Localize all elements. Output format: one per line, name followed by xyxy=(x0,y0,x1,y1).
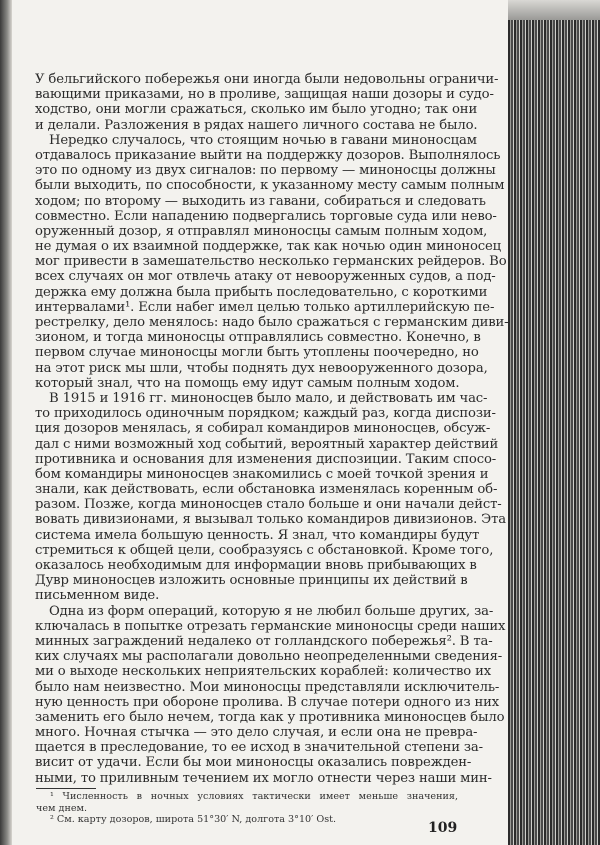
text-line: минных заграждений недалеко от голландского побережья². В та- xyxy=(35,633,493,649)
text-line: всех случаях он мог отвлечь атаку от невооруженных судов, а под- xyxy=(35,269,496,285)
text-line: оказалось необходимым для информации вновь прибывающих в xyxy=(35,558,477,573)
text-line: Нередко случалось, что стоящим ночью в гавани миноносцам xyxy=(49,132,477,148)
footnote-2: ² См. карту дозоров, широта 51°30′ N, долгота 3°10′ Ost. xyxy=(50,814,337,825)
text-line: заменить его было нечем, тогда как у противника миноносцев было xyxy=(35,709,505,725)
page-number: 109 xyxy=(428,820,458,836)
text-line: были выходить, по способности, к указанному месту самым полным xyxy=(35,178,505,194)
text-line: ключалась в попытке отрезать германские миноносцы среди наших xyxy=(35,618,506,634)
text-line: дал с ними возможный ход событий, вероятный характер действий xyxy=(35,436,499,452)
footnote-divider xyxy=(36,788,96,789)
footnotes xyxy=(36,791,458,826)
text-line: противника и основания для изменения диспозиции. Таким спосо- xyxy=(35,451,497,467)
text-line: ходом; по второму — выходить из гавани, собираться и следовать xyxy=(35,193,486,209)
text-line: ких случаях мы располагали довольно неопределенными сведения- xyxy=(35,649,503,665)
paragraph xyxy=(35,603,506,786)
footnote-1-line-1: ¹ Численность в ночных условиях тактически имеет меньше значения, xyxy=(50,791,458,802)
paragraph xyxy=(35,132,509,391)
text-line: У бельгийского побережья они иногда были недовольны ограничи- xyxy=(35,72,499,87)
text-line: не думая о их взаимной поддержке, так как ночью один миноносец xyxy=(35,239,501,255)
text-line: который знал, что на помощь ему идут самым полным ходом. xyxy=(35,375,460,391)
page-stack-edge xyxy=(508,20,600,845)
text-line: ную ценность при обороне пролива. В случае потери одного из них xyxy=(35,694,500,710)
text-line: ми о выходе нескольких неприятельских кораблей: количество их xyxy=(35,664,492,680)
text-line: ходство, они могли сражаться, сколько им было угодно; так они xyxy=(35,102,478,118)
paragraph xyxy=(35,390,506,604)
text-line: много. Ночная стычка — это дело случая, и если она не превра- xyxy=(35,725,478,741)
text-line: отдавалось приказание выйти на поддержку дозоров. Выполнялось xyxy=(35,147,501,163)
text-line: рестрелку, дело менялось: надо было сражаться с германским диви- xyxy=(35,315,509,330)
text-line: знали, как действовать, если обстановка изменялась коренным об- xyxy=(35,482,498,498)
text-line: интервалами¹. Если набег имел целью только артиллерийскую пе- xyxy=(35,299,495,315)
text-line: вающими приказами, но в проливе, защищая наши дозоры и судо- xyxy=(35,87,494,103)
text-line: первом случае миноносцы могли быть утоплены поочередно, но xyxy=(35,345,479,361)
text-line: ция дозоров менялась, я собирал командиров миноносцев, обсуж- xyxy=(35,421,491,437)
text-line: мог привести в замешательство несколько германских рейдеров. Во xyxy=(35,254,507,270)
text-line: на этот риск мы шли, чтобы поднять дух невооруженного дозора, xyxy=(35,360,488,376)
text-line: система имела большую ценность. Я знал, что командиры будут xyxy=(35,527,480,543)
footnote-1-line-2: чем днем. xyxy=(36,802,88,814)
text-line: щается в преследование, то ее исход в значительной степени за- xyxy=(35,740,483,756)
text-line: В 1915 и 1916 гг. миноносцев было мало, и действовать им час- xyxy=(49,390,488,406)
book-binding xyxy=(0,0,12,845)
text-line: держка ему должна была прибыть последовательно, с короткими xyxy=(35,284,488,300)
text-line: висит от удачи. Если бы мои миноносцы оказались поврежден- xyxy=(35,755,472,771)
text-line: вовать дивизионами, я вызывал только командиров дивизионов. Эта xyxy=(35,512,506,528)
text-line: и делали. Разложения в рядах нашего личного состава не было. xyxy=(35,117,478,133)
text-line: оруженный дозор, я отправлял миноносцы самым полным ходом, xyxy=(35,223,488,239)
text-line: то приходилось одиночным порядком; каждый раз, когда диспози- xyxy=(35,406,496,422)
text-line: зионом, и тогда миноносцы отправлялись совместно. Конечно, в xyxy=(35,330,481,346)
text-line: Одна из форм операций, которую я не любил больше других, за- xyxy=(49,603,494,619)
body-text xyxy=(35,72,509,786)
text-line: письменном виде. xyxy=(35,588,160,604)
text-line: совместно. Если нападению подвергались торговые суда или нево- xyxy=(35,208,497,224)
text-line: было нам неизвестно. Мои миноносцы представляли исключитель- xyxy=(35,679,500,695)
text-line: бом командиры миноносцев знакомились с моей точкой зрения и xyxy=(35,466,489,482)
text-line: Дувр миноносцев изложить основные принципы их действий в xyxy=(35,573,468,589)
text-line: стремиться к общей цели, сообразуясь с обстановкой. Кроме того, xyxy=(35,542,494,558)
text-line: ными, то приливным течением их могло отнести через наши мин- xyxy=(35,770,492,786)
paragraph xyxy=(35,72,499,133)
text-line: это по одному из двух сигналов: по первому — миноносцы должны xyxy=(35,163,496,179)
text-line: разом. Позже, когда миноносцев стало больше и они начали дейст- xyxy=(35,497,502,513)
